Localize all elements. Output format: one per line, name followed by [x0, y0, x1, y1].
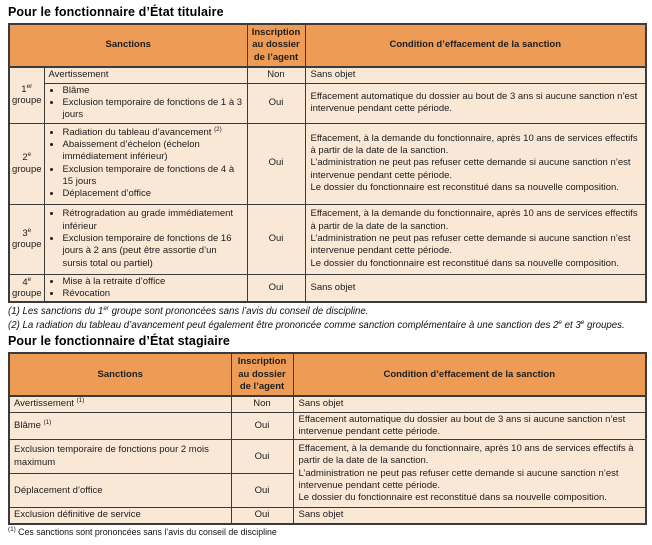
- table2-header-row: [9, 353, 646, 396]
- inscription-cell: Non: [231, 396, 293, 412]
- list-item: • Radiation du tableau d’avancement $^{(2)}$: [62, 127, 243, 139]
- list-item: • Révocation: [62, 288, 243, 300]
- group-number: 4e: [22, 275, 32, 288]
- sanction-cell: [44, 204, 247, 274]
- condition-cell: Effacement automatique du dossier au bout de 3 ans si aucune sanction n’est intervenue pendant cette période.: [305, 83, 646, 123]
- table2-header-condition: Condition d’effacement de la sanction: [293, 353, 646, 396]
- table1-header-condition: Condition d’effacement de la sanction: [305, 24, 646, 67]
- footnote-2: (2) La radiation du tableau d’avancement peut également être prononcée comme sanction complémentaire à une sanction des 2e et 3e groupes.: [8, 319, 625, 332]
- list-item: • Déplacement d’office: [62, 188, 243, 200]
- table1-header-inscription: Inscription au dossier de l’agent: [247, 24, 305, 67]
- inscription-cell: Oui: [247, 83, 305, 123]
- table1-footnotes: [8, 306, 645, 331]
- condition-cell: Sans objet: [305, 274, 646, 302]
- inscription-cell: Oui: [231, 474, 293, 508]
- table1-row-groupe3: [9, 204, 646, 274]
- condition-cell: Effacement, à la demande du fonctionnaire, après 10 ans de services effectifs à partir de la date de la sanction. L’administration ne peut pas refuser cette demande si aucune sanction n’est intervenue pendant cette période. Le dossier du fonctionnaire est reconstitué dans sa nouvelle composition.: [305, 123, 646, 204]
- inscription-cell: Oui: [231, 440, 293, 474]
- inscription-cell: Oui: [247, 204, 305, 274]
- table2-header-sanctions: Sanctions: [9, 353, 231, 396]
- table1-row-groupe2: [9, 123, 646, 204]
- table-stagiaire: [8, 352, 647, 524]
- section-title-stagiaire: Pour le fonctionnaire d’État stagiaire: [8, 334, 230, 349]
- sanction-list: [49, 208, 243, 270]
- table1-row-blame: [9, 83, 646, 123]
- table2-header-inscription: Inscription au dossier de l’agent: [231, 353, 293, 396]
- group-word: groupe: [11, 163, 42, 175]
- sanction-list: [49, 85, 243, 122]
- sanction-cell: Exclusion temporaire de fonctions pour 2 mois maximum: [9, 440, 231, 474]
- table2-row-exclusion-definitive: [9, 508, 646, 524]
- condition-cell: Sans objet: [293, 508, 646, 524]
- table1-row-avertissement: [9, 67, 646, 83]
- list-item: • Exclusion temporaire de fonctions de 1 à 3 jours: [62, 97, 243, 122]
- inscription-cell: Oui: [247, 274, 305, 302]
- list-item: • Exclusion temporaire de fonctions de 4 à 15 jours: [62, 164, 243, 189]
- table2-row-avertissement: [9, 396, 646, 412]
- group-label-1: [9, 67, 44, 123]
- condition-cell: Sans objet: [305, 67, 646, 83]
- list-item: • Exclusion temporaire de fonctions de 16 jours à 2 ans (peut être assortie d’un sursis total ou partiel): [62, 233, 243, 270]
- group-number: 2e: [22, 151, 32, 164]
- sanction-cell: Blâme $^{(1)}$: [9, 412, 231, 440]
- section-title-titulaire: Pour le fonctionnaire d’État titulaire: [8, 5, 224, 19]
- group-label-2: [9, 123, 44, 204]
- table2-row-blame: [9, 412, 646, 440]
- group-word: groupe: [11, 287, 42, 299]
- inscription-cell: Oui: [231, 508, 293, 524]
- group-word: groupe: [11, 239, 42, 251]
- group-label-4: [9, 274, 44, 302]
- condition-cell: Sans objet: [293, 396, 646, 412]
- sanction-cell: [44, 123, 247, 204]
- condition-cell: Effacement automatique du dossier au bout de 3 ans si aucune sanction n’est intervenue pendant cette période.: [293, 412, 646, 440]
- sanction-cell: Exclusion définitive de service: [9, 508, 231, 524]
- sanction-cell: Déplacement d’office: [9, 474, 231, 508]
- list-item: • Mise à la retraite d’office: [62, 276, 243, 288]
- inscription-cell: Non: [247, 67, 305, 83]
- group-number: 1er: [21, 82, 33, 95]
- group-number: 3e: [22, 226, 32, 239]
- inscription-cell: Oui: [231, 412, 293, 440]
- condition-cell-merged: Effacement, à la demande du fonctionnaire, après 10 ans de services effectifs à partir de la date de la sanction. L’administration ne peut pas refuser cette demande si aucune sanction n’est intervenue pendant cette période. Le dossier du fonctionnaire est reconstitué dans sa nouvelle composition.: [293, 440, 646, 508]
- table2-row-exclusion-temporaire: [9, 440, 646, 474]
- list-item: • Rétrogradation au grade immédiatement inférieur: [62, 208, 243, 233]
- group-word: groupe: [11, 95, 42, 107]
- footnote-1: (1) Les sanctions du 1er groupe sont prononcées sans l’avis du conseil de discipline.: [8, 305, 369, 318]
- sanction-cell: [44, 83, 247, 123]
- inscription-cell: Oui: [247, 123, 305, 204]
- sanction-cell: Avertissement $^{(1)}$: [9, 396, 231, 412]
- list-item: • Blâme: [62, 85, 243, 97]
- table2-footnote: $^{(1)}$ Ces sanctions sont prononcées sans l’avis du conseil de discipline: [8, 525, 277, 537]
- sanction-list: [49, 276, 243, 301]
- table1-header-sanctions: Sanctions: [9, 24, 247, 67]
- sanction-list: [49, 127, 243, 201]
- sanction-cell: [44, 274, 247, 302]
- table1-row-groupe4: [9, 274, 646, 302]
- sanction-cell: Avertissement: [44, 67, 247, 83]
- group-label-3: [9, 204, 44, 274]
- list-item: • Abaissement d’échelon (échelon immédiatement inférieur): [62, 139, 243, 164]
- condition-cell: Effacement, à la demande du fonctionnaire, après 10 ans de services effectifs à partir de la date de la sanction. L’administration ne peut pas refuser cette demande si aucune sanction n’est intervenue pendant cette période. Le dossier du fonctionnaire est reconstitué dans sa nouvelle composition.: [305, 204, 646, 274]
- table-titulaire: [8, 23, 647, 303]
- table1-header-row: [9, 24, 646, 67]
